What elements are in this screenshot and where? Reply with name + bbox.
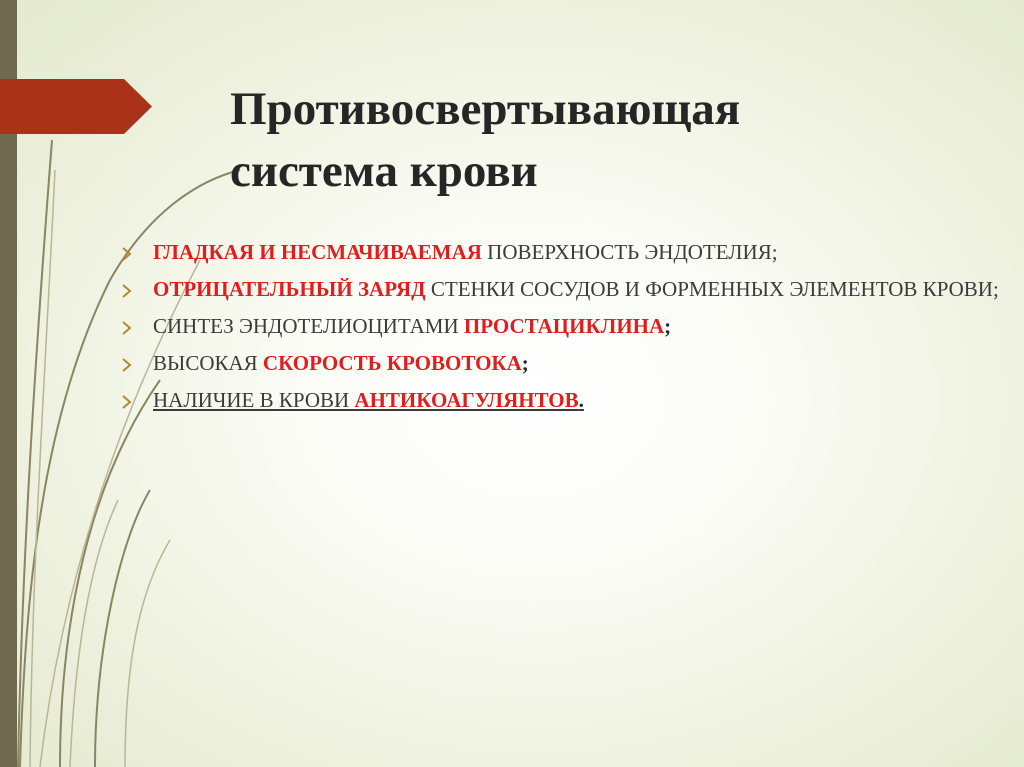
bullet-tail: .	[578, 388, 584, 412]
bullet-emphasis: СКОРОСТЬ КРОВОТОКА	[262, 351, 522, 375]
bullet-text: НАЛИЧИЕ В КРОВИ	[153, 388, 355, 412]
title-accent-arrow	[0, 79, 152, 134]
chevron-right-icon	[120, 247, 134, 261]
bullet-text: СТЕНКИ СОСУДОВ И ФОРМЕННЫХ ЭЛЕМЕНТОВ КРОВИ;	[425, 277, 999, 301]
chevron-right-icon	[120, 358, 134, 372]
bullet-emphasis: ОТРИЦАТЕЛЬНЫЙ ЗАРЯД	[153, 277, 426, 301]
slide-title	[230, 78, 930, 202]
bullet-text: СИНТЕЗ ЭНДОТЕЛИОЦИТАМИ	[153, 314, 464, 338]
bullet-emphasis: АНТИКОАГУЛЯНТОВ	[354, 388, 579, 412]
bullet-item	[120, 388, 1000, 413]
chevron-right-icon	[120, 321, 134, 335]
bullet-item	[120, 240, 1000, 265]
chevron-right-icon	[120, 395, 134, 409]
bullet-item	[120, 351, 1000, 376]
bullet-text: ВЫСОКАЯ	[153, 351, 263, 375]
bullet-list	[120, 240, 1000, 425]
bullet-item	[120, 277, 1000, 302]
bullet-tail: ;	[664, 314, 672, 338]
slide-title-line-1: Противосвертывающая	[230, 83, 741, 135]
bullet-item	[120, 314, 1000, 339]
bullet-emphasis: ГЛАДКАЯ И НЕСМАЧИВАЕМАЯ	[153, 240, 482, 264]
bullet-text: ПОВЕРХНОСТЬ ЭНДОТЕЛИЯ;	[481, 240, 778, 264]
bullet-tail: ;	[521, 351, 529, 375]
chevron-right-icon	[120, 284, 134, 298]
bullet-emphasis: ПРОСТАЦИКЛИНА	[463, 314, 665, 338]
slide-title-line-2: система крови	[230, 145, 538, 197]
